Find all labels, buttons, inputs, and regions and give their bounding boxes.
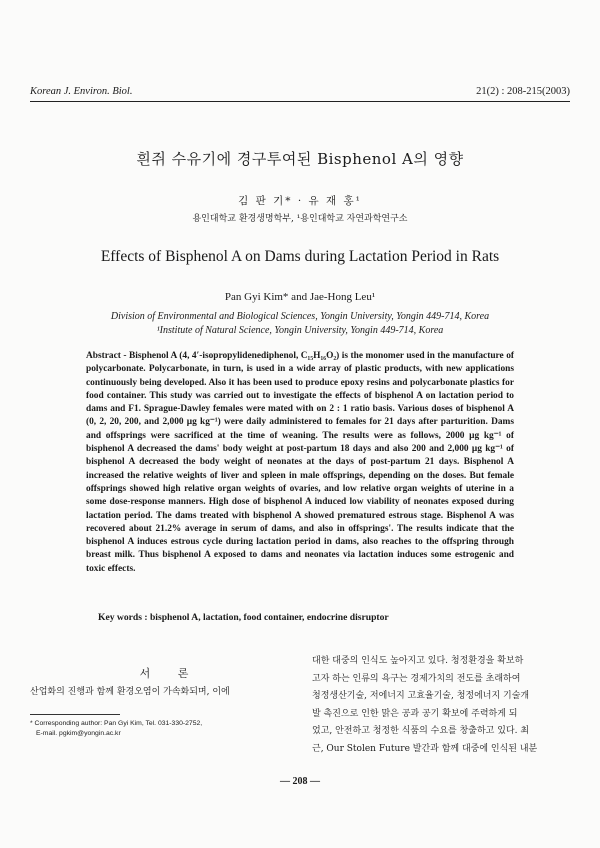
right-column: [312, 653, 574, 759]
english-authors: Pan Gyi Kim* and Jae-Hong Leu¹: [224, 291, 376, 303]
abstract: Abstract - Bisphenol A (4, 4′-isopropylidenediphenol, C₁₅H₁₆O₂) is the monomer used in the manufacture of polycarbonate. Polycarbonate, in turn, is used in a wide array of plastic products, with new applications continuously being developed. Also it has been used to produce epoxy resins and polycarbonate plastics for food container. This study was carried out to investigate the effects of bisphenol A on lactation period to dams and F1. Sprague-Dawley females were mated with on 2 : 1 ratio basis. Various doses of bisphenol A (0, 2, 20, 200, and 2,000 μg kg⁻¹) were daily administered to females for 21 days after parturition. Dams and offsprings were sacrificed at the time of weaning. The results were as follows, 2000 μg kg⁻¹ of bisphenol A decreased the dams' body weight at post-partum 18 days and also 200 and 2,000 μg kg⁻¹ of bisphenol A decreased the body weight of neonates at the days of post-partum 21 days. Bisphenol A increased the relative weights of liver and spleen in male offsprings, depending on the doses. But female offsprings showed high relative organ weights of ovaries, and low relative organ weights of uterine in a some dose-response manners. High dose of bisphenol A induced low viability of neonates exposed during lactation period. The dams treated with bisphenol A showed prematured estrous stage. Bisphenol A was recovered about 21.2% average in serum of dams, and also in offsprings'. The results indicate that the bisphenol A induces estrous cycle during lactation period in dams, also reaches to the offspring through breast milk. Thus bisphenol A exposed to dams and neonates via lactation induces some estrogenic and toxic effects.: [86, 351, 514, 574]
section-heading-introduction: 서 론: [139, 667, 201, 680]
right-column-line: 대한 대중의 인식도 높아지고 있다. 청정환경을 확보하: [312, 656, 524, 666]
right-column-line: 발 촉진으로 인한 맑은 공과 공기 확보에 주력하게 되: [312, 708, 518, 719]
header-rule: [30, 101, 570, 102]
page-number: — 208 —: [280, 776, 320, 787]
left-column: [30, 684, 300, 702]
footnote-line: E-mail. pgkim@yongin.ac.kr: [36, 730, 121, 737]
right-column-line: 청정생산기술, 저에너지 고효율기술, 청정에너지 기술개: [312, 691, 530, 702]
right-column-line: 근, Our Stolen Future 발간과 함께 대중에 인식된 내분: [312, 743, 538, 754]
journal-citation: 21(2) : 208-215(2003): [476, 86, 570, 97]
left-column-line: 산업화의 진행과 함께 환경오염이 가속화되며, 이에: [30, 687, 230, 697]
korean-title: 흰쥐 수유기에 경구투여된 Bisphenol A의 영향: [136, 150, 464, 168]
keywords: Key words : bisphenol A, lactation, food container, endocrine disruptor: [98, 612, 389, 623]
korean-affiliation: 용인대학교 환경생명학부, ¹용인대학교 자연과학연구소: [192, 214, 408, 224]
affiliation-2: ¹Institute of Natural Science, Yongin University, Yongin 449-714, Korea: [156, 325, 444, 336]
footnote-line: * Corresponding author: Pan Gyi Kim, Tel. 031-330-2752,: [30, 720, 203, 727]
right-column-line: 었고, 안전하고 청정한 식품의 수요를 창출하고 있다. 최: [312, 726, 530, 737]
footnote-rule: [30, 714, 120, 715]
english-title: Effects of Bisphenol A on Dams during Lactation Period in Rats: [100, 248, 500, 265]
journal-name: Korean J. Environ. Biol.: [30, 86, 133, 97]
right-column-line: 고자 하는 인류의 욕구는 경제가치의 전도를 초래하여: [312, 673, 521, 684]
korean-authors: 김 판 기* · 유 재 홍¹: [238, 195, 362, 207]
footnote: [30, 719, 300, 739]
affiliation-1: Division of Environmental and Biological Sciences, Yongin University, Yongin 449-714, Korea: [110, 311, 490, 322]
